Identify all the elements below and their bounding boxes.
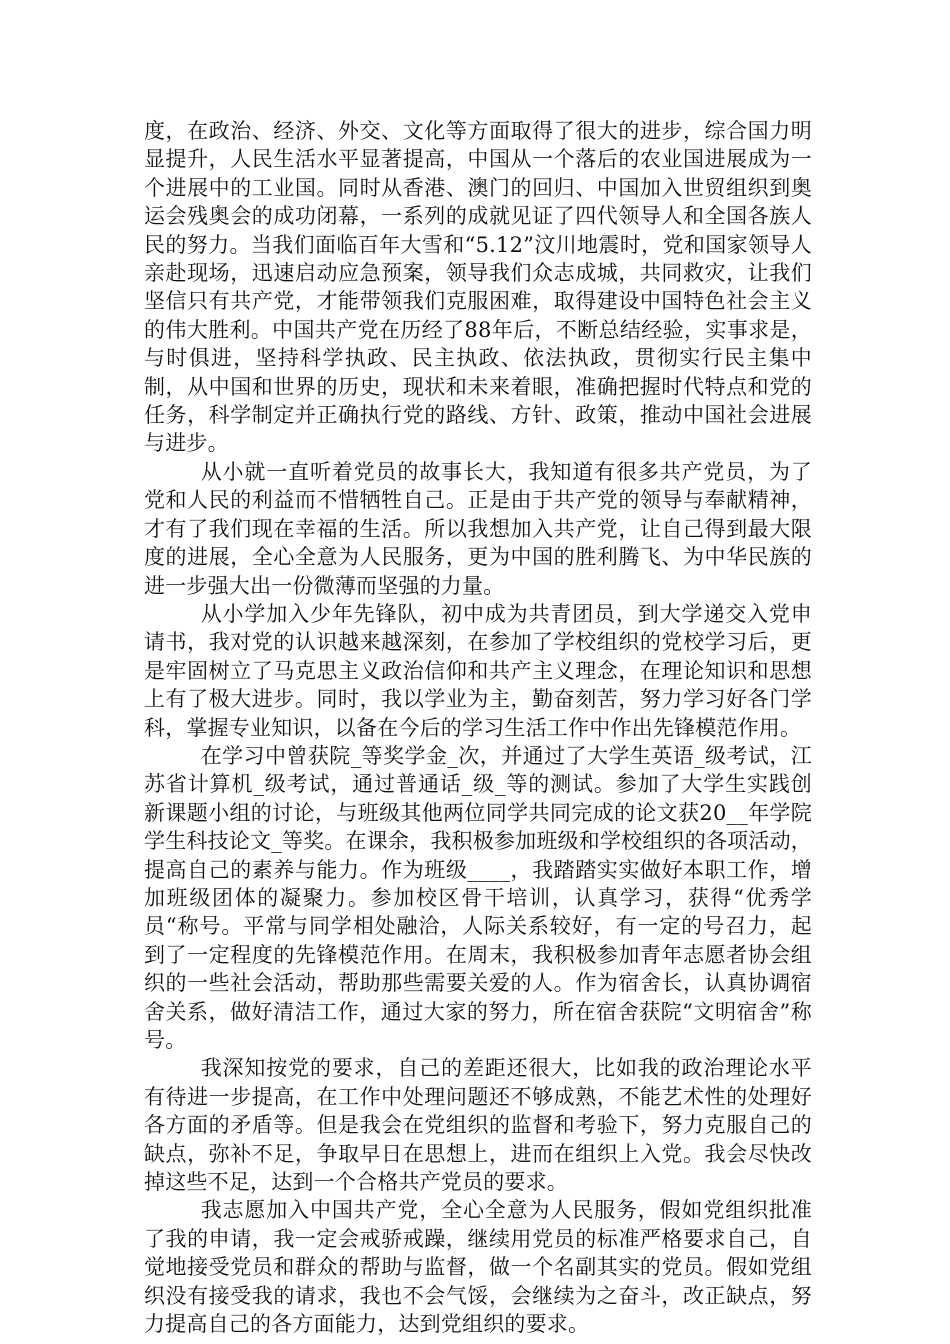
paragraph-achievements: 在学习中曾获院_等奖学金_次，并通过了大学生英语_级考试，江苏省计算机_级考试，通过普通话_级_等的测试。参加了大学生实践创新课题小组的讨论，与班级其他两位同学共同完成的论文获20__年学院学生科技论文_等奖。在课余，我积极参加班级和学校组织的各项活动，提高自己的素养与能力。作为班级____，我踏踏实实做好本职工作，增加班级团体的凝聚力。参加校区骨干培训，认真学习，获得“优秀学员“称号。平常与同学相处融洽，人际关系较好，有一定的号召力，起到了一定程度的先锋模范作用。在周末，我积极参加青年志愿者协会组织的一些社会活动，帮助那些需要关爱的人。作为宿舍长，认真协调宿舍关系，做好清洁工作，通过大家的努力，所在宿舍获院“文明宿舍”称号。 bbox=[144, 743, 812, 1052]
document-body bbox=[144, 117, 812, 1338]
paragraph-shortcomings: 我深知按党的要求，自己的差距还很大，比如我的政治理论水平有待进一步提高，在工作中处理问题还不够成熟，不能艺术性的处理好各方面的矛盾等。但是我会在党组织的监督和考验下，努力克服自己的缺点，弥补不足，争取早日在思想上，进而在组织上入党。我会尽快改掉这些不足，达到一个合格共产党员的要求。 bbox=[144, 1056, 812, 1195]
paragraph-continuation: 度，在政治、经济、外交、文化等方面取得了很大的进步，综合国力明显提升，人民生活水平显著提高，中国从一个落后的农业国进展成为一个进展中的工业国。同时从香港、澳门的回归、中国加入世贸组织到奥运会残奥会的成功闭幕，一系列的成就见证了四代领导人和全国各族人民的努力。当我们面临百年大雪和“5.12”汶川地震时，党和国家领导人亲赴现场，迅速启动应急预案，领导我们众志成城，共同救灾，让我们坚信只有共产党，才能带领我们克服困难，取得建设中国特色社会主义的伟大胜利。中国共产党在历经了88年后，不断总结经验，实事求是，与时俱进，坚持科学执政、民主执政、依法执政，贯彻实行民主集中制，从中国和世界的历史，现状和未来着眼，准确把握时代特点和党的任务，科学制定并正确执行党的路线、方针、政策，推动中国社会进展与进步。 bbox=[144, 119, 812, 456]
paragraph-understanding: 从小学加入少年先锋队，初中成为共青团员，到大学递交入党申请书，我对党的认识越来越深刻，在参加了学校组织的党校学习后，更是牢固树立了马克思主义政治信仰和共产主义理念，在理论知识和思想上有了极大进步。同时，我以学业为主，勤奋刻苦，努力学习好各门学科，掌握专业知识，以备在今后的学习生活工作中作出先锋模范作用。 bbox=[144, 601, 812, 740]
paragraph-motivation: 从小就一直听着党员的故事长大，我知道有很多共产党员，为了党和人民的利益而不惜牺牲自己。正是由于共产党的领导与奉献精神，才有了我们现在幸福的生活。所以我想加入共产党，让自己得到最大限度的进展，全心全意为人民服务，更为中国的胜利腾飞、为中华民族的进一步强大出一份微薄而坚强的力量。 bbox=[144, 459, 812, 598]
paragraph-commitment: 我志愿加入中国共产党，全心全意为人民服务，假如党组织批准了我的申请，我一定会戒骄戒躁，继续用党员的标准严格要求自己，自觉地接受党员和群众的帮助与监督，做一个名副其实的党员。假如党组织没有接受我的请求，我也不会气馁，会继续为之奋斗，改正缺点，努力提高自己的各方面能力，达到党组织的要求。 bbox=[144, 1198, 812, 1337]
